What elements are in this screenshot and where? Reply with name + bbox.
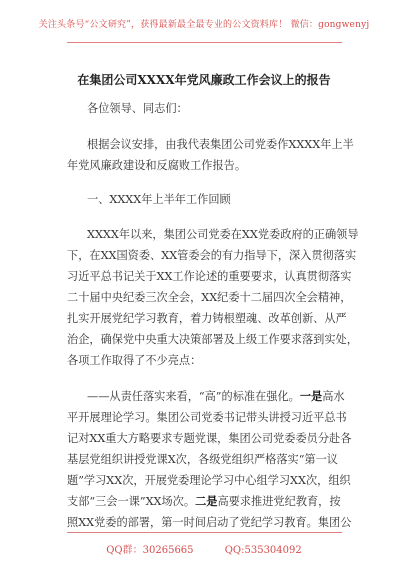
para2-line-1-text: ——从责任落实来看，“高”的标准在强化。: [87, 390, 300, 403]
intro-line-1: 根据会议安排，由我代表集团公司党委作XXXX年上半: [87, 138, 354, 151]
para2-line-6-tail: 高要求推进党纪教育，按: [217, 495, 341, 508]
para1-line-3: 习近平总书记关于XX工作论述的重要要求，认真贯彻落实: [67, 270, 352, 283]
footer-contacts: [0, 541, 408, 556]
para2-emphasis-1: 一是: [299, 389, 323, 403]
para1-line-6: 治企，确保党中央重大决策部署及上级工作要求落到实处，: [67, 333, 358, 346]
document-title: 在集团公司XXXX年党风廉政工作会议上的报告: [77, 73, 331, 87]
footer-qq-group: QQ群：30265665: [106, 545, 194, 556]
para2-line-1-tail: 高水: [322, 390, 345, 403]
salutation: 各位领导、同志们：: [87, 102, 188, 115]
footer-qq-number: QQ:535304092: [224, 545, 302, 556]
para2-line-6-text: 支部“三会一课”XX场次。: [67, 495, 196, 508]
footer-divider: [67, 532, 342, 533]
para2-line-1: [87, 388, 345, 404]
para2-line-2: 平开展理论学习。集团公司党委书记带头讲授习近平总书: [67, 411, 347, 424]
para1-line-2: 下，在XX国资委、XX管委会的有力指导下，深入贯彻落实: [67, 249, 357, 262]
para1-line-4: 二十届中央纪委三次全会，XX纪委十二届四次全会精神，: [67, 291, 352, 304]
para2-line-3: 记对XX重大方略要求专题党课，集团公司党委委员分赴各: [67, 432, 352, 445]
para2-line-4: 基层党组织讲授党课X次，各级党组织严格落实“第一议: [67, 453, 338, 466]
header-promo-note: 关注头条号“公文研究”，获得最新最全最专业的公文资料库！ 微信：gongwenyj: [38, 20, 370, 30]
para2-line-7: 照XX党委的部署，第一时间启动了党纪学习教育。集团公: [67, 516, 352, 529]
para2-emphasis-2: 二是: [195, 494, 218, 508]
para1-line-5: 扎实开展党纪学习教育，着力铸根塑魂、改革创新、从严: [67, 312, 347, 325]
para2-line-5: 题”学习XX次，开展党委理论学习中心组学习XX次，组织: [67, 474, 351, 487]
section-heading-1: 一、XXXX年上半年工作回顾: [87, 193, 231, 206]
header-divider: [67, 42, 342, 43]
para1-line-7: 各项工作取得了不少亮点：: [67, 354, 202, 367]
intro-line-2: 年党风廉政建设和反腐败工作报告。: [67, 159, 247, 172]
para2-line-6: [67, 493, 341, 509]
para1-line-1: XXXX年以来，集团公司党委在XX党委政府的正确领导: [87, 228, 359, 241]
